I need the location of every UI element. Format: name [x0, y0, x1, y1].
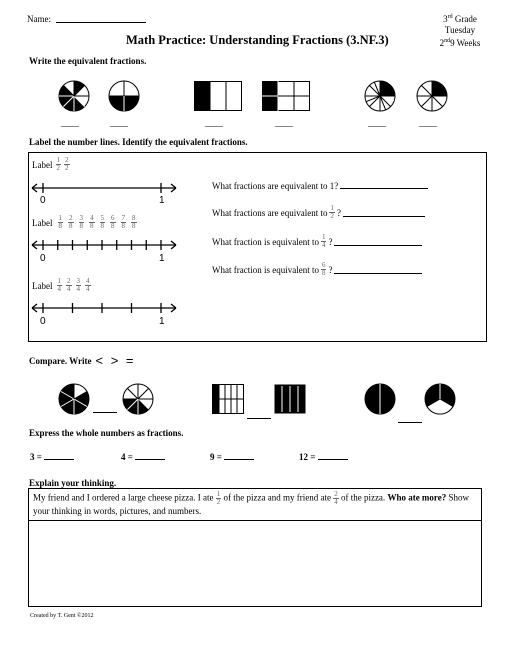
grade-info: [425, 12, 495, 49]
frac-1-2: $\frac{1}{2}$: [330, 204, 334, 220]
compare-blank-2[interactable]: [247, 418, 271, 419]
pizza-prompt: [33, 491, 478, 517]
question-mark: ?: [328, 236, 333, 247]
frac-1-8: $\frac{1}{8}$: [58, 214, 62, 230]
answer-blank-6[interactable]: ____: [419, 118, 437, 128]
zero-label-3: 0: [40, 316, 46, 327]
answer-line[interactable]: [44, 451, 74, 460]
answer-line[interactable]: [340, 180, 428, 189]
frac-3-4: $\frac{3}{4}$: [76, 277, 80, 293]
circle-halves-shaded: [364, 383, 396, 415]
prompt-text-b: of the pizza and my friend ate: [223, 492, 331, 503]
name-label: Name:: [27, 14, 51, 24]
whole-number-12: [299, 451, 348, 462]
prompt-text-a: My friend and I ordered a large cheese pizza. I ate: [33, 492, 214, 503]
label-word: Label: [32, 217, 53, 228]
prompt-text-d: Show your thinking in words, pictures, and numbers.: [33, 492, 470, 516]
grade-suffix: rd: [447, 14, 453, 20]
number-line-halves: [30, 181, 180, 195]
frac-3-8: $\frac{3}{8}$: [79, 214, 83, 230]
rect-fourths-shaded: [274, 384, 306, 414]
question-equivalent-to-1: [212, 180, 428, 191]
question-mark: ?: [336, 207, 341, 218]
number-line-fourths: [30, 301, 180, 315]
answer-box[interactable]: [28, 519, 482, 607]
frac-1-2: $\frac{1}{2}$: [56, 156, 60, 172]
question-text: What fractions are equivalent to 1?: [212, 181, 339, 191]
weeks-suffix: nd: [444, 38, 451, 44]
question-text: What fraction is equivalent to: [212, 236, 319, 247]
answer-line[interactable]: [135, 451, 165, 460]
rect-sixths-two-shaded: [262, 81, 310, 111]
section3-title: [29, 353, 136, 368]
answer-line[interactable]: [334, 237, 422, 246]
day-label: Tuesday: [444, 25, 476, 35]
frac-4-8: $\frac{4}{8}$: [90, 214, 94, 230]
whole-number-label: 9 =: [210, 452, 222, 462]
answer-line[interactable]: [224, 451, 254, 460]
frac-2-4: $\frac{2}{4}$: [334, 490, 338, 506]
name-field[interactable]: [56, 22, 146, 23]
whole-number-3: [30, 451, 74, 462]
label-halves-row: [32, 157, 70, 172]
one-label-3: 1: [159, 316, 165, 327]
frac-2-2: $\frac{2}{2}$: [65, 156, 69, 172]
label-word: Label: [32, 159, 53, 170]
frac-5-8: $\frac{5}{8}$: [100, 214, 104, 230]
section3-title-text: Compare. Write: [29, 355, 92, 366]
section5-title: Explain your thinking.: [29, 478, 117, 488]
circle-fourths-two-shaded: [108, 80, 140, 112]
whole-number-4: [121, 451, 165, 462]
frac-1-4: $\frac{1}{4}$: [321, 233, 326, 249]
frac-8-8: $\frac{8}{8}$: [132, 214, 136, 230]
answer-blank-3[interactable]: ____: [205, 118, 223, 128]
circle-eighths-compare: [122, 383, 154, 415]
frac-1-2: $\frac{1}{2}$: [216, 490, 221, 506]
frac-7-8: $\frac{7}{8}$: [121, 214, 125, 230]
prompt-question: Who ate more?: [387, 492, 447, 503]
whole-number-label: 4 =: [121, 452, 133, 462]
grade-number: 3: [443, 14, 448, 24]
one-label-2: 1: [159, 253, 165, 264]
answer-blank-4[interactable]: ____: [275, 118, 293, 128]
weeks-word: 9 Weeks: [450, 38, 481, 48]
section2-title: Label the number lines. Identify the equivalent fractions.: [29, 137, 248, 147]
page-title: Math Practice: Understanding Fractions (3.NF.3): [126, 33, 389, 47]
frac-2-4: $\frac{2}{4}$: [67, 277, 71, 293]
weeks-number: 2: [439, 38, 445, 48]
rect-thirds-one-shaded: [194, 81, 242, 111]
question-equivalent-to-half: [212, 205, 425, 220]
label-word: Label: [32, 280, 53, 291]
label-fourths-row: [32, 278, 91, 293]
question-text: What fraction is equivalent to: [212, 264, 319, 275]
zero-label-1: 0: [40, 195, 46, 206]
whole-number-label: 3 =: [30, 452, 42, 462]
rect-tenths-shaded: [212, 384, 244, 414]
frac-4-4: $\frac{4}{4}$: [86, 277, 90, 293]
circle-sixths-five-shaded: [58, 383, 90, 415]
whole-number-9: [210, 451, 254, 462]
circle-tenths-shaded: [364, 80, 396, 112]
footer-credit: Created by T. Gent ©2012: [30, 613, 94, 619]
circle-eighths-two-shaded: [416, 80, 448, 112]
label-eighths-row: [32, 215, 137, 230]
answer-blank-1[interactable]: ____: [61, 118, 79, 128]
comparison-symbols: < > =: [95, 353, 136, 368]
section4-title: Express the whole numbers as fractions.: [29, 428, 184, 438]
answer-blank-2[interactable]: ____: [110, 118, 128, 128]
frac-1-4: $\frac{1}{4}$: [57, 277, 61, 293]
compare-blank-3[interactable]: [398, 422, 422, 423]
grade-word: Grade: [454, 14, 477, 24]
question-mark: ?: [328, 264, 333, 275]
answer-blank-5[interactable]: ____: [368, 118, 386, 128]
circle-thirds-shaded: [424, 383, 456, 415]
whole-number-label: 12 =: [299, 452, 316, 462]
zero-label-2: 0: [40, 253, 46, 264]
question-equivalent-to-quarter: [212, 234, 422, 249]
one-label-1: 1: [159, 195, 165, 206]
question-equivalent-to-six-eighths: [212, 262, 422, 277]
frac-6-8: $\frac{6}{8}$: [321, 261, 326, 277]
question-text: What fractions are equivalent to: [212, 207, 328, 218]
frac-6-8: $\frac{6}{8}$: [111, 214, 115, 230]
section1-title: Write the equivalent fractions.: [29, 56, 147, 66]
answer-line[interactable]: [318, 451, 348, 460]
answer-line[interactable]: [343, 208, 425, 217]
frac-2-8: $\frac{2}{8}$: [69, 214, 73, 230]
number-line-eighths: [30, 238, 180, 252]
answer-line[interactable]: [334, 265, 422, 274]
prompt-text-c: of the pizza.: [340, 492, 386, 503]
circle-eighths-five-shaded: [58, 80, 90, 112]
compare-blank-1[interactable]: [93, 412, 117, 413]
